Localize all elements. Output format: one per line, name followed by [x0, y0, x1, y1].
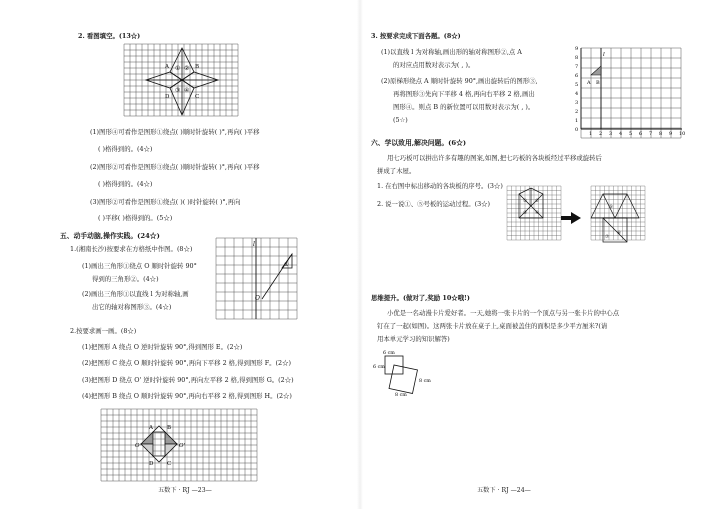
q3-coordinate-grid: [575, 46, 686, 137]
bonus-dim-bottom: 8 cm: [395, 393, 407, 398]
q3-title: 3. 按要求完成下面各题。(8☆): [371, 32, 461, 40]
x-tick-label: 7: [649, 131, 653, 137]
tangram-piece-6: ⑥: [617, 231, 622, 236]
q2-line-1: (1)图形④可看作是图形①绕点( )顺时针旋转( )°,再向( )平移: [90, 128, 260, 136]
right-footer: 五数下 · RJ —24—: [477, 487, 531, 494]
s5-q1-c: (2)画出三角形①以直线 l 为对称轴,画: [82, 290, 189, 298]
q3-line-6: (5☆): [393, 116, 408, 124]
left-footer: 五数下 · RJ —23—: [158, 487, 212, 494]
bonus-line-2: 钉在了一起(如图)。这两张卡片放在桌子上,桌面被盖住的面积是多少平方厘米?(请: [377, 322, 608, 330]
s5-q1: 1.(湘南长沙)按要求在方格纸中作图。(8☆): [70, 245, 193, 253]
x-tick-label: 3: [609, 131, 613, 137]
tangram-figure: [505, 186, 675, 246]
x-tick-label: 8: [659, 131, 663, 137]
tangram-piece-4: ④: [535, 211, 540, 216]
s5-q2-point-o-prime: O': [179, 443, 186, 449]
y-tick-label: 6: [575, 73, 579, 79]
bonus-line-1: 小优是一名动漫卡片爱好者。一天,她将一张卡片的一个顶点与另一张卡片的中心点: [387, 309, 620, 317]
bonus-dim-left: 6 cm: [373, 365, 385, 370]
s5-q1-b: 得到的三角形②。(4☆): [92, 275, 159, 283]
q3-point-a: A: [587, 80, 591, 86]
tangram-piece-7: ⑦: [605, 235, 610, 240]
x-tick-label: 4: [619, 131, 623, 137]
s6-intro-2: 拼成了木屋。: [377, 167, 416, 175]
q2-point-d: D: [165, 94, 170, 100]
s5-q2-d: (4)把图形 B 绕点 O 顺时针旋转 90°,再向右平移 2 格,得到图形 H。(2☆): [82, 392, 292, 400]
s6-q2: 2. 说一说①、⑤号板的运动过程。(3☆): [377, 200, 491, 208]
q2-label-1: ①: [175, 65, 181, 72]
q2-line-3: (2)图形②可看作是图形③绕点( )顺时针旋转( )°,再向( )平移: [90, 163, 260, 171]
s5-q1-grid-figure: [216, 238, 297, 319]
q3-line-5: 图形④。则点 B 的新位置可以用数对表示为( , )。: [393, 103, 535, 111]
s5-q2-shape-d: D: [149, 461, 154, 467]
bonus-dim-right: 8 cm: [419, 379, 431, 384]
y-tick-label: 5: [575, 82, 579, 88]
x-tick-label: 6: [639, 131, 643, 137]
q2-title: 2. 看图填空。(13☆): [78, 32, 141, 40]
s5-q2-a: (1)把图形 A 绕点 O 逆时针旋转 90°,得到图形 E。(2☆): [82, 343, 243, 351]
q3-line-l: l: [603, 52, 605, 58]
q2-point-c: C: [195, 94, 200, 100]
right-page: [363, 0, 720, 509]
q2-label-3: ③: [175, 87, 181, 94]
y-tick-label: 4: [575, 91, 579, 97]
s5-q2-point-o: O: [135, 443, 140, 449]
q2-line-6: ( )平移( )格得到的。(5☆): [98, 214, 173, 222]
q3-line-4: 再将图形③先向下平移 4 格,再向右平移 2 格,画出: [393, 90, 535, 98]
y-tick-label: 9: [575, 46, 579, 52]
x-tick-label: 1: [589, 131, 593, 137]
s5-q1-a: (1)画出三角形①绕点 O 顺时针旋转 90°: [82, 262, 197, 270]
x-tick-label: 2: [599, 131, 603, 137]
q3-line-1: (1)以直线 l 为对称轴,画出形的轴对称图形②,点 A: [381, 48, 522, 56]
s6-q1: 1. 在右图中标出移动的各块板的序号。(3☆): [377, 182, 503, 190]
s5-q2: 2.按要求画一画。(8☆): [70, 327, 137, 335]
tangram-piece-2: ②: [535, 199, 540, 204]
y-tick-label: 8: [575, 55, 579, 61]
tangram-piece-5: ⑤: [609, 205, 614, 210]
q2-line-4: ( )格得到的。(4☆): [98, 180, 153, 188]
tangram-piece-3: ③: [523, 211, 528, 216]
q2-point-b: B: [195, 64, 200, 70]
s5-q2-b: (2)把图形 C 绕点 O 顺时针旋转 90°,再向下平移 2 格,得到图形 F。(2☆): [82, 359, 291, 367]
bonus-line-3: 用本单元学习的知识解答): [377, 335, 450, 343]
s5-q1-line-l: l: [253, 241, 255, 248]
x-tick-label: 10: [679, 131, 686, 137]
q2-line-2: ( )格得到的。(4☆): [98, 145, 153, 153]
s6-intro-1: 用七巧板可以拼出许多有趣的图案,如图,把七巧板的各块板经过平移或旋转后: [387, 154, 602, 162]
tangram-piece-1: ①: [523, 199, 528, 204]
s5-q2-grid-figure: [101, 409, 258, 480]
y-tick-label: 2: [575, 109, 579, 115]
left-page: [0, 0, 357, 509]
y-tick-label: 0: [575, 127, 579, 133]
s5-q2-shape-c: C: [167, 461, 172, 467]
y-tick-label: 1: [575, 118, 579, 124]
s5-q2-c: (3)把图形 D 绕点 O' 逆时针旋转 90°,再向左平移 2 格,得到图形 G。(2☆): [82, 376, 294, 384]
s5-q1-point-o: O: [255, 295, 260, 302]
q2-point-a: A: [165, 64, 169, 70]
section5-title: 五、动手动脑,操作实践。(24☆): [60, 232, 160, 240]
q2-label-2: ②: [184, 65, 190, 72]
y-tick-label: 3: [575, 100, 579, 106]
q3-line-2: 的对应点用数对表示为( , )。: [393, 61, 475, 69]
s5-q2-shape-a: A: [149, 425, 153, 431]
q3-line-3: (2)原梯形绕点 A 顺时针旋转 90°,画出旋转后的图形③,: [381, 77, 538, 85]
s5-q1-triangle-1: ①: [284, 262, 289, 268]
s5-q1-d: 出它的轴对称图形③。(4☆): [92, 303, 172, 311]
y-tick-label: 7: [575, 64, 579, 70]
s5-q2-shape-b: B: [167, 425, 172, 431]
q2-line-5: (3)图形②可看作是图形①绕点( )( )时针旋转( )°,再向: [90, 198, 241, 206]
bonus-dim-top: 6 cm: [383, 351, 395, 356]
x-tick-label: 9: [669, 131, 673, 137]
q3-point-b: B: [596, 80, 600, 86]
section6-title: 六、学以致用,解决问题。(6☆): [371, 139, 467, 147]
x-tick-label: 5: [629, 131, 633, 137]
q2-label-4: ④: [184, 87, 190, 94]
bonus-cards-figure: [373, 350, 433, 398]
bonus-title: 思维提升。(做对了,奖励 10☆哦!): [371, 294, 470, 302]
q2-grid-figure: [124, 44, 241, 119]
